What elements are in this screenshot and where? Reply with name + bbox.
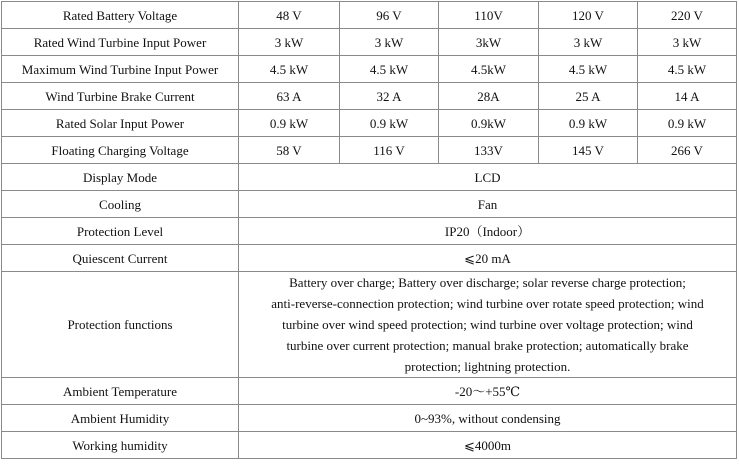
cell-value: 3 kW xyxy=(340,29,439,56)
cell-value: 4.5 kW xyxy=(638,56,737,83)
protection-line: turbine over current protection; manual brake protection; automatically brake xyxy=(286,338,689,353)
protection-line: protection; lightning protection. xyxy=(404,359,571,374)
table-row-rated-solar-input-power xyxy=(2,110,737,137)
row-label: Protection functions xyxy=(2,272,239,378)
table-row-maximum-wind-turbine-input-power xyxy=(2,56,737,83)
cell-value: 96 V xyxy=(340,2,439,29)
row-label: Cooling xyxy=(2,191,239,218)
table-row-protection-functions xyxy=(2,272,737,378)
cell-value: 4.5kW xyxy=(439,56,539,83)
cell-value: 133V xyxy=(439,137,539,164)
cell-value: 32 A xyxy=(340,83,439,110)
cell-value: -20～+55℃ xyxy=(239,378,737,405)
cell-value: 3 kW xyxy=(638,29,737,56)
table-row-working-humidity xyxy=(2,432,737,459)
cell-value: 4.5 kW xyxy=(539,56,638,83)
cell-value: 0.9kW xyxy=(439,110,539,137)
cell-value: 0~93%, without condensing xyxy=(239,405,737,432)
row-label: Rated Solar Input Power xyxy=(2,110,239,137)
cell-value: 220 V xyxy=(638,2,737,29)
cell-value: LCD xyxy=(239,164,737,191)
cell-value: 3 kW xyxy=(539,29,638,56)
cell-value: 145 V xyxy=(539,137,638,164)
cell-value: ⩽4000m xyxy=(239,432,737,459)
cell-value: 3 kW xyxy=(239,29,340,56)
row-label: Rated Battery Voltage xyxy=(2,2,239,29)
cell-value: 48 V xyxy=(239,2,340,29)
specification-table xyxy=(1,1,737,459)
table-row-rated-wind-turbine-input-power xyxy=(2,29,737,56)
table-row-quiescent-current xyxy=(2,245,737,272)
cell-value: 116 V xyxy=(340,137,439,164)
cell-value: 120 V xyxy=(539,2,638,29)
row-label: Quiescent Current xyxy=(2,245,239,272)
protection-line: Battery over charge; Battery over discharge; solar reverse charge protection; xyxy=(289,275,686,290)
cell-value: 0.9 kW xyxy=(539,110,638,137)
protection-line: anti-reverse-connection protection; wind turbine over rotate speed protection; wind xyxy=(271,296,704,311)
table-row-ambient-humidity xyxy=(2,405,737,432)
cell-value: 0.9 kW xyxy=(239,110,340,137)
row-label: Rated Wind Turbine Input Power xyxy=(2,29,239,56)
cell-value-multiline xyxy=(239,272,737,378)
cell-value: IP20（Indoor） xyxy=(239,218,737,245)
table-row-cooling xyxy=(2,191,737,218)
cell-value: 4.5 kW xyxy=(239,56,340,83)
cell-value: 0.9 kW xyxy=(638,110,737,137)
cell-value: Fan xyxy=(239,191,737,218)
row-label: Display Mode xyxy=(2,164,239,191)
protection-line: turbine over wind speed protection; wind turbine over voltage protection; wind xyxy=(282,317,693,332)
row-label: Maximum Wind Turbine Input Power xyxy=(2,56,239,83)
table-row-rated-battery-voltage xyxy=(2,2,737,29)
cell-value: 14 A xyxy=(638,83,737,110)
row-label: Wind Turbine Brake Current xyxy=(2,83,239,110)
cell-value: 4.5 kW xyxy=(340,56,439,83)
cell-value: 63 A xyxy=(239,83,340,110)
table-row-display-mode xyxy=(2,164,737,191)
table-row-floating-charging-voltage xyxy=(2,137,737,164)
cell-value: 0.9 kW xyxy=(340,110,439,137)
row-label: Ambient Temperature xyxy=(2,378,239,405)
cell-value: 58 V xyxy=(239,137,340,164)
cell-value: 28A xyxy=(439,83,539,110)
cell-value: 266 V xyxy=(638,137,737,164)
cell-value: 25 A xyxy=(539,83,638,110)
table-row-protection-level xyxy=(2,218,737,245)
table-row-ambient-temperature xyxy=(2,378,737,405)
cell-value: 110V xyxy=(439,2,539,29)
row-label: Protection Level xyxy=(2,218,239,245)
table-row-wind-turbine-brake-current xyxy=(2,83,737,110)
cell-value: ⩽20 mA xyxy=(239,245,737,272)
row-label: Working humidity xyxy=(2,432,239,459)
row-label: Ambient Humidity xyxy=(2,405,239,432)
cell-value: 3kW xyxy=(439,29,539,56)
row-label: Floating Charging Voltage xyxy=(2,137,239,164)
